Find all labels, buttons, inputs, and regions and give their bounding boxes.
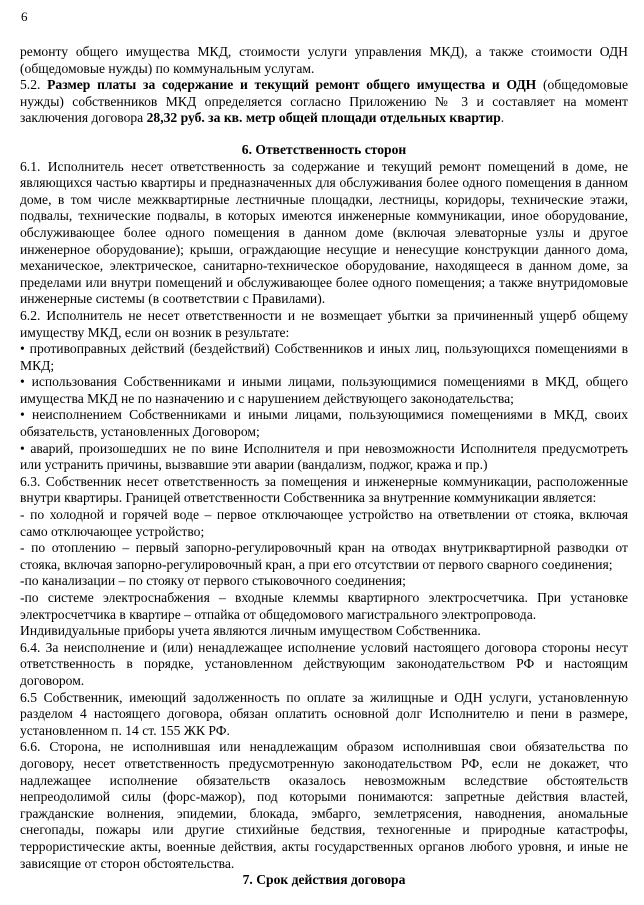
boundary-sewage: -по канализации – по стояку от первого стыковочного соединения; <box>20 573 406 589</box>
bullet-item-4: • аварий, произошедших не по вине Исполнителя и при невозможности Исполнителя предусмотреть или устранить причины, вызвавшие эти аварии (вандализм, поджог, кража и пр.) <box>20 440 628 473</box>
page-number: 6 <box>21 9 28 24</box>
paragraph-6-1: 6.1. Исполнитель несет ответственность за содержание и текущий ремонт помещений в доме, не являющихся частью квартиры и предназначенных для обслуживания более одного помещения в данном доме, в том числе межквартирные лестничные площадки, лестницы, коридоры, технические этажи, подвалы, технические подвалы, в которых имеются инженерные коммуникации, иное оборудование, обслуживающее более одного помещения в данном доме (включая элеваторные узлы и другое инженерное оборудование); крыши, ограждающие несущие и ненесущие конструкции данного дома, механическое, электрическое, санитарно-техническое оборудование, находящееся в данном доме, за пределами или внутри помещений и обслуживающее более одного помещения; а также внутридомовые инженерные системы (в соответствии с Правилами). <box>20 158 628 307</box>
paragraph-5-2-rate: 28,32 руб. за кв. метр общей площади отдельных квартир <box>146 110 501 126</box>
paragraph-5-1-continuation: ремонту общего имущества МКД, стоимости услуги управления МКД), а также стоимости ОДН (общедомовые нужды) по коммунальным услугам. <box>20 44 628 76</box>
paragraph-6-3: 6.3. Собственник несет ответственность за помещения и инженерные коммуникации, расположенные внутри квартиры. Границей ответственности Собственника за внутренние коммуникации является: <box>20 473 628 506</box>
boundary-heating: - по отоплению – первый запорно-регулировочный кран на отводах внутриквартирной разводки от стояка, включая запорно-регулировочный кран, а при его отсутствии от первого сварного соединения; <box>20 540 628 572</box>
bullet-item-1: • противоправных действий (бездействий) Собственников и иных лиц, пользующихся помещениями в МКД; <box>20 341 628 373</box>
paragraph-5-2-text: (общедомовые нужды) собственников МКД определяется согласно Приложению № 3 и составляет на момент заключения договора <box>20 77 628 126</box>
paragraph-5-2-end: . <box>500 110 505 126</box>
bullet-item-2: • использования Собственниками и иными лицами, пользующимися помещениями в МКД, общего имущества МКД не по назначению и с нарушением действующего законодательства; <box>20 374 628 406</box>
paragraph-6-4: 6.4. За неисполнение и (или) ненадлежащее исполнение условий настоящего договора стороны несут ответственность в порядке, установленном действующим законодательством РФ и настоящим договором. <box>20 639 628 688</box>
meters-ownership-note: Индивидуальные приборы учета являются личным имуществом Собственника. <box>20 623 481 639</box>
paragraph-5-2-number: 5.2. <box>20 77 48 93</box>
section-7-heading: 7. Срок действия договора <box>242 872 406 888</box>
boundary-water: - по холодной и горячей воде – первое отключающее устройство на ответвлении от стояка, включая само отключающее устройство; <box>20 507 628 539</box>
section-6-heading: 6. Ответственность сторон <box>241 141 407 157</box>
paragraph-6-6: 6.6. Сторона, не исполнившая или ненадлежащим образом исполнившая свои обязательства по договору, несет ответственность предусмотренную законодательством РФ, если не докажет, что надлежащее исполнение обязательств оказалось невозможным вследствие обстоятельств непреодолимой силы (форс-мажор), под которыми понимаются: запретные действия властей, гражданские волнения, эпидемии, блокада, эмбарго, землетрясения, наводнения, аномальные снегопады, пожары или другие стихийные бедствия, техногенные и природные катастрофы, террористические акты, военные действия, акты государственных органов любого уровня, и иные не зависящие от сторон обстоятельства. <box>20 739 628 871</box>
paragraph-5-2-bold-subject: Размер платы за содержание и текущий ремонт общего имущества и ОДН <box>47 77 537 93</box>
paragraph-6-2: 6.2. Исполнитель не несет ответственности и не возмещает убытки за причиненный ущерб общему имуществу МКД, если он возник в результате: <box>20 307 628 340</box>
paragraph-5-2 <box>20 77 628 127</box>
document-body <box>20 44 628 889</box>
paragraph-6-5: 6.5 Собственник, имеющий задолженность по оплате за жилищные и ОДН услуги, установленную разделом 4 настоящего договора, обязан оплатить основной долг Исполнителю и пени в размере, установленном п. 14 ст. 155 ЖК РФ. <box>20 689 628 738</box>
boundary-electricity: -по системе электроснабжения – входные клеммы квартирного электросчетчика. При установке электросчетчика в квартире – отпайка от общедомового магистрального электропровода. <box>20 590 628 622</box>
bullet-item-3: • неисполнением Собственниками и иными лицами, пользующимися помещениями в МКД, своих обязательств, установленных Договором; <box>20 407 628 440</box>
